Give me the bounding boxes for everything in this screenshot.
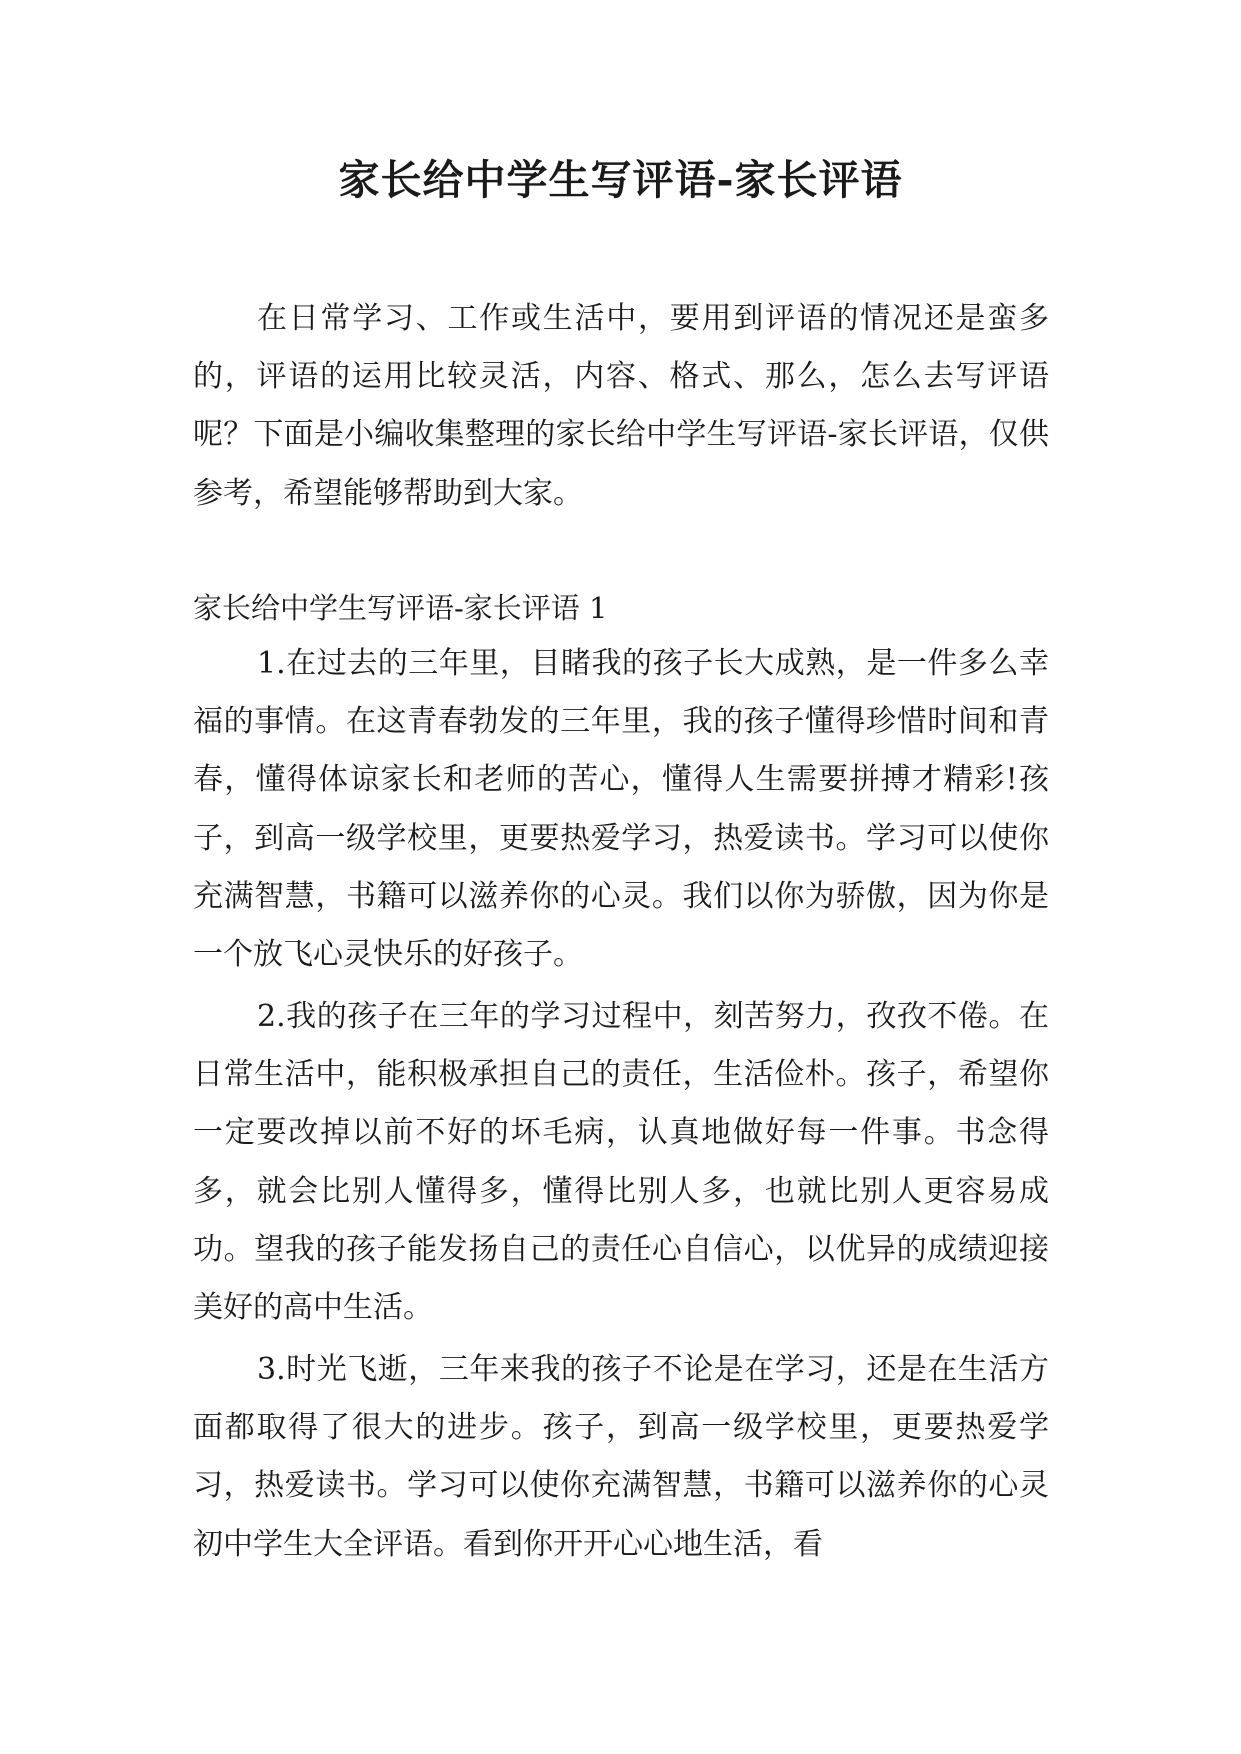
section-heading: 家长给中学生写评语-家长评语 1 <box>193 591 608 625</box>
document-title: 家长给中学生写评语-家长评语 <box>338 156 903 204</box>
comment-paragraph-2: 2.我的孩子在三年的学习过程中，刻苦努力，孜孜不倦。在日常生活中，能积极承担自己的责任，生活俭朴。孩子，希望你一定要改掉以前不好的坏毛病，认真地做好每一件事。书念得多，就会比别人懂得多，懂得比别人多，也就比别人更容易成功。望我的孩子能发扬自己的责任心自信心，以优异的成绩迎接美好的高中生活。 <box>193 999 1049 1326</box>
comment-paragraph-3: 3.时光飞逝，三年来我的孩子不论是在学习，还是在生活方面都取得了很大的进步。孩子，到高一级学校里，更要热爱学习，热爱读书。学习可以使你充满智慧，书籍可以滋养你的心灵初中学生大全评语。看到你开开心心地生活，看 <box>193 1352 1049 1562</box>
intro-paragraph: 在日常学习、工作或生活中，要用到评语的情况还是蛮多的，评语的运用比较灵活，内容、格式、那么，怎么去写评语呢？下面是小编收集整理的家长给中学生写评语-家长评语，仅供参考，希望能够帮助到大家。 <box>193 301 1049 511</box>
comment-paragraph-1: 1.在过去的三年里，目睹我的孩子长大成熟，是一件多么幸福的事情。在这青春勃发的三年里，我的孩子懂得珍惜时间和青春，懂得体谅家长和老师的苦心，懂得人生需要拼搏才精彩!孩子，到高一级学校里，更要热爱学习，热爱读书。学习可以使你充满智慧，书籍可以滋养你的心灵。我们以你为骄傲，因为你是一个放飞心灵快乐的好孩子。 <box>193 646 1049 973</box>
